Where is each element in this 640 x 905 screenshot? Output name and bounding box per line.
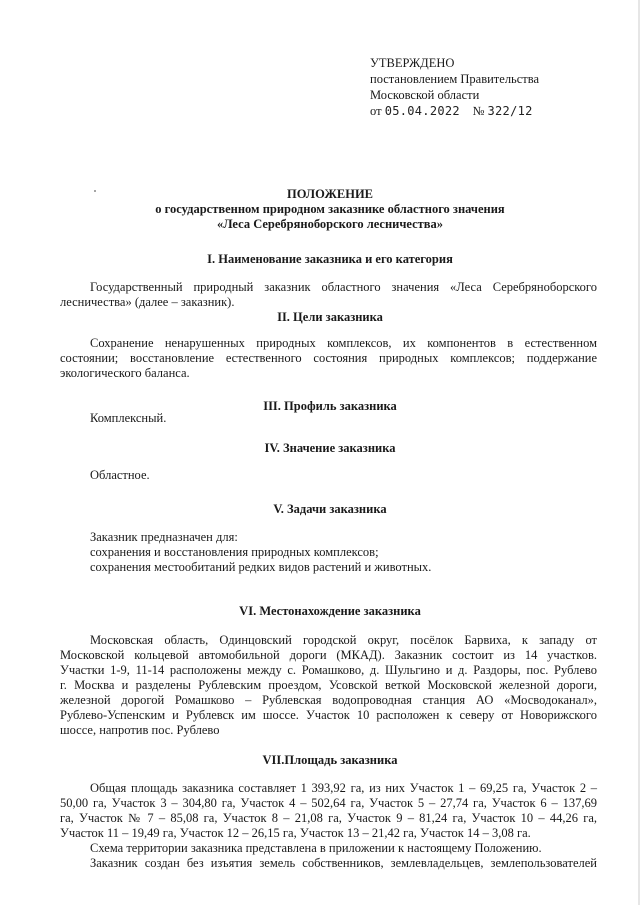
text-line: железной дорогой Ромашково – Рублевская водопроводная станция АО «Мосводоканал», xyxy=(60,693,597,707)
section-5-text xyxy=(60,530,597,575)
text-line: Сохранение ненарушенных природных комплексов, их компонентов в естественном xyxy=(90,336,597,350)
text-line: лесничества» (далее – заказник). xyxy=(60,295,235,309)
text-line: Участок 11 – 19,49 га, Участок 12 – 26,15 га, Участок 13 – 21,42 га, Участок 14 – 3,08 га. xyxy=(60,826,531,840)
text-line: Областное. xyxy=(90,468,150,482)
approval-date-line xyxy=(370,103,620,119)
section-6-heading: VI. Местонахождение заказника xyxy=(239,604,421,618)
text-line: 50,00 га, Участок 3 – 304,80 га, Участок 4 – 502,64 га, Участок 5 – 27,74 га, Участок 6 – 137,69 xyxy=(60,796,597,810)
text-line: Рублево-Успенским и Рублевск им шоссе. Участок 10 расположен к северу от Новорижского xyxy=(60,708,597,722)
date-prefix: от xyxy=(370,104,382,118)
date-value: 05.04.2022 xyxy=(384,104,460,118)
title-line-1: ПОЛОЖЕНИЕ xyxy=(286,187,374,201)
text-line: Схема территории заказника представлена в приложении к настоящему Положению. xyxy=(90,841,542,855)
title-line-3: «Леса Серебряноборского лесничества» xyxy=(216,217,444,231)
text-line: Московская область, Одинцовский городской округ, посёлок Барвиха, к западу от xyxy=(90,633,597,647)
section-6-text xyxy=(60,633,597,738)
text-line: Общая площадь заказника составляет 1 393,92 га, из них Участок 1 – 69,25 га, Участок 2 – xyxy=(90,781,597,795)
section-5-heading: V. Задачи заказника xyxy=(273,502,387,516)
approval-line-3: Московской области xyxy=(370,88,480,102)
section-3-text xyxy=(60,411,597,426)
section-2-text xyxy=(60,336,597,381)
approval-line-2: постановлением Правительства xyxy=(370,72,540,86)
section-4-text xyxy=(60,468,597,483)
section-2-heading: II. Цели заказника xyxy=(277,310,383,324)
section-1-text xyxy=(60,280,597,310)
approval-stamp xyxy=(370,55,620,119)
text-line: Участки 1-9, 11-14 расположены между с. Ромашково, д. Шульгино и д. Раздоры, пос. Рублево xyxy=(60,663,597,677)
text-line: Государственный природный заказник областного значения «Леса Серебряноборского xyxy=(90,280,597,294)
section-3-heading: III. Профиль заказника xyxy=(263,399,397,413)
text-line: Московской кольцевой автомобильной дороги (МКАД). Заказник состоит из 14 участков. xyxy=(60,648,597,662)
title-line-2: о государственном природном заказнике областного значения xyxy=(155,202,505,216)
section-7-text xyxy=(60,781,597,871)
text-line: состоянии; восстановление естественного состояния природных комплексов; поддержание xyxy=(60,351,597,365)
section-1-heading: I. Наименование заказника и его категория xyxy=(207,252,453,266)
text-line: экологического баланса. xyxy=(60,366,190,380)
section-4-heading: IV. Значение заказника xyxy=(264,441,396,455)
number-prefix: № xyxy=(472,104,485,118)
text-line: г. Москва и разделены Рублевским проездом, Усовской веткой Московской железной дороги, xyxy=(60,678,597,692)
document-title xyxy=(60,187,600,232)
approval-title: УТВЕРЖДЕНО xyxy=(370,56,455,70)
text-line: сохранения местообитаний редких видов растений и животных. xyxy=(90,560,432,574)
section-7-heading: VII.Площадь заказника xyxy=(262,753,398,767)
text-line: га, Участок № 7 – 85,08 га, Участок 8 – 21,08 га, Участок 9 – 81,24 га, Участок 10 – 44,26 га, xyxy=(60,811,597,825)
text-line: Комплексный. xyxy=(90,411,167,425)
text-line: Заказник предназначен для: xyxy=(90,530,238,544)
text-line: Заказник создан без изъятия земель собственников, землевладельцев, землепользователей xyxy=(90,856,597,870)
text-line: шоссе, напротив пос. Рублево xyxy=(60,723,220,737)
text-line: сохранения и восстановления природных комплексов; xyxy=(90,545,379,559)
number-value: 322/12 xyxy=(487,104,533,118)
